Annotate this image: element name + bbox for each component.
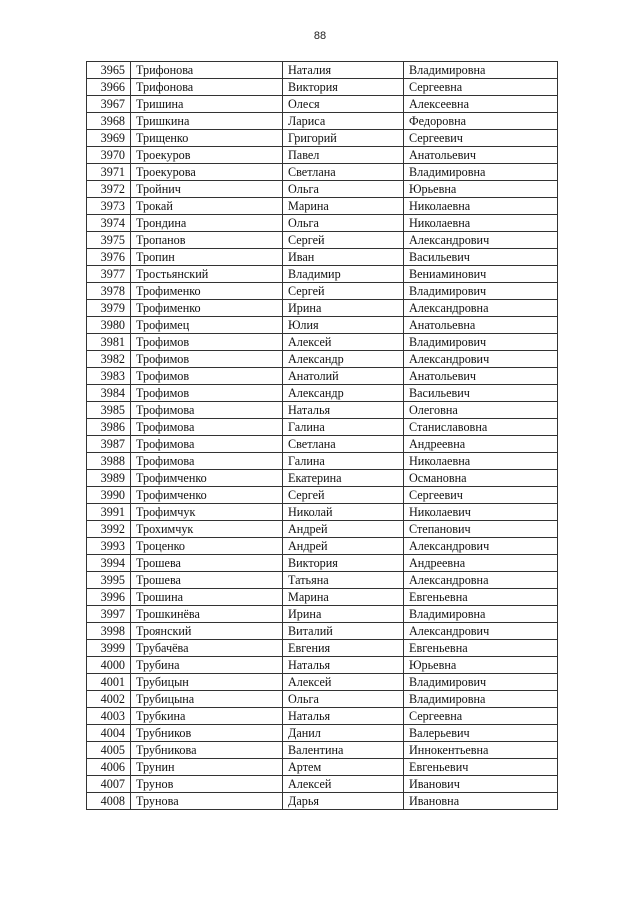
table-row — [87, 470, 558, 487]
table-row — [87, 368, 558, 385]
surname-cell: Трубачёва — [131, 640, 283, 657]
roster-table-body — [87, 62, 558, 810]
first-name-cell: Артем — [283, 759, 404, 776]
patronymic-cell: Андреевна — [404, 555, 558, 572]
surname-cell: Трифонова — [131, 79, 283, 96]
surname-cell: Троянский — [131, 623, 283, 640]
table-row — [87, 589, 558, 606]
patronymic-cell: Владимирович — [404, 334, 558, 351]
surname-cell: Трофименко — [131, 283, 283, 300]
first-name-cell: Ольга — [283, 691, 404, 708]
surname-cell: Трофимова — [131, 436, 283, 453]
first-name-cell: Екатерина — [283, 470, 404, 487]
table-row — [87, 453, 558, 470]
row-number-cell: 3975 — [87, 232, 131, 249]
row-number-cell: 3989 — [87, 470, 131, 487]
patronymic-cell: Сергеевна — [404, 708, 558, 725]
surname-cell: Трунов — [131, 776, 283, 793]
surname-cell: Трофимова — [131, 419, 283, 436]
patronymic-cell: Юрьевна — [404, 181, 558, 198]
patronymic-cell: Станиславовна — [404, 419, 558, 436]
row-number-cell: 4005 — [87, 742, 131, 759]
table-row — [87, 725, 558, 742]
patronymic-cell: Федоровна — [404, 113, 558, 130]
row-number-cell: 4004 — [87, 725, 131, 742]
first-name-cell: Светлана — [283, 436, 404, 453]
row-number-cell: 3983 — [87, 368, 131, 385]
first-name-cell: Ирина — [283, 300, 404, 317]
surname-cell: Трубкина — [131, 708, 283, 725]
table-row — [87, 266, 558, 283]
first-name-cell: Григорий — [283, 130, 404, 147]
first-name-cell: Ирина — [283, 606, 404, 623]
row-number-cell: 3979 — [87, 300, 131, 317]
table-row — [87, 232, 558, 249]
row-number-cell: 3991 — [87, 504, 131, 521]
surname-cell: Трофимов — [131, 368, 283, 385]
first-name-cell: Виктория — [283, 555, 404, 572]
surname-cell: Тришина — [131, 96, 283, 113]
table-row — [87, 402, 558, 419]
surname-cell: Трондина — [131, 215, 283, 232]
table-row — [87, 351, 558, 368]
surname-cell: Трунин — [131, 759, 283, 776]
row-number-cell: 3997 — [87, 606, 131, 623]
patronymic-cell: Сергеевич — [404, 130, 558, 147]
table-row — [87, 300, 558, 317]
patronymic-cell: Ивановна — [404, 793, 558, 810]
surname-cell: Трошкинёва — [131, 606, 283, 623]
surname-cell: Троекуров — [131, 147, 283, 164]
row-number-cell: 3999 — [87, 640, 131, 657]
patronymic-cell: Евгеньевна — [404, 640, 558, 657]
first-name-cell: Анатолий — [283, 368, 404, 385]
patronymic-cell: Васильевич — [404, 385, 558, 402]
patronymic-cell: Юрьевна — [404, 657, 558, 674]
first-name-cell: Алексей — [283, 674, 404, 691]
row-number-cell: 3984 — [87, 385, 131, 402]
first-name-cell: Юлия — [283, 317, 404, 334]
patronymic-cell: Вениаминович — [404, 266, 558, 283]
first-name-cell: Виктория — [283, 79, 404, 96]
table-row — [87, 504, 558, 521]
row-number-cell: 3990 — [87, 487, 131, 504]
table-row — [87, 674, 558, 691]
row-number-cell: 3974 — [87, 215, 131, 232]
row-number-cell: 3968 — [87, 113, 131, 130]
first-name-cell: Татьяна — [283, 572, 404, 589]
first-name-cell: Владимир — [283, 266, 404, 283]
row-number-cell: 3992 — [87, 521, 131, 538]
row-number-cell: 3967 — [87, 96, 131, 113]
table-row — [87, 555, 558, 572]
surname-cell: Трошина — [131, 589, 283, 606]
table-row — [87, 164, 558, 181]
first-name-cell: Сергей — [283, 487, 404, 504]
first-name-cell: Галина — [283, 453, 404, 470]
patronymic-cell: Владимировна — [404, 606, 558, 623]
first-name-cell: Павел — [283, 147, 404, 164]
surname-cell: Трошева — [131, 555, 283, 572]
table-row — [87, 623, 558, 640]
row-number-cell: 3980 — [87, 317, 131, 334]
first-name-cell: Александр — [283, 351, 404, 368]
surname-cell: Трофимец — [131, 317, 283, 334]
surname-cell: Трубицына — [131, 691, 283, 708]
table-row — [87, 215, 558, 232]
row-number-cell: 3970 — [87, 147, 131, 164]
surname-cell: Трохимчук — [131, 521, 283, 538]
patronymic-cell: Валерьевич — [404, 725, 558, 742]
patronymic-cell: Андреевна — [404, 436, 558, 453]
first-name-cell: Виталий — [283, 623, 404, 640]
table-row — [87, 283, 558, 300]
patronymic-cell: Анатольевич — [404, 368, 558, 385]
surname-cell: Трофимов — [131, 334, 283, 351]
table-row — [87, 62, 558, 79]
patronymic-cell: Сергеевна — [404, 79, 558, 96]
roster-table — [86, 61, 558, 810]
surname-cell: Трофимова — [131, 402, 283, 419]
page-number: 88 — [313, 30, 327, 42]
first-name-cell: Сергей — [283, 283, 404, 300]
first-name-cell: Андрей — [283, 538, 404, 555]
table-row — [87, 147, 558, 164]
patronymic-cell: Иванович — [404, 776, 558, 793]
patronymic-cell: Александрович — [404, 538, 558, 555]
row-number-cell: 4000 — [87, 657, 131, 674]
table-row — [87, 606, 558, 623]
table-row — [87, 79, 558, 96]
surname-cell: Тришкина — [131, 113, 283, 130]
first-name-cell: Ольга — [283, 215, 404, 232]
surname-cell: Трофименко — [131, 300, 283, 317]
first-name-cell: Дарья — [283, 793, 404, 810]
row-number-cell: 3971 — [87, 164, 131, 181]
surname-cell: Троекурова — [131, 164, 283, 181]
row-number-cell: 3994 — [87, 555, 131, 572]
first-name-cell: Марина — [283, 198, 404, 215]
first-name-cell: Светлана — [283, 164, 404, 181]
row-number-cell: 3976 — [87, 249, 131, 266]
table-row — [87, 130, 558, 147]
patronymic-cell: Васильевич — [404, 249, 558, 266]
first-name-cell: Наталия — [283, 62, 404, 79]
row-number-cell: 3978 — [87, 283, 131, 300]
table-row — [87, 640, 558, 657]
row-number-cell: 3966 — [87, 79, 131, 96]
patronymic-cell: Николаевна — [404, 453, 558, 470]
row-number-cell: 4006 — [87, 759, 131, 776]
first-name-cell: Лариса — [283, 113, 404, 130]
first-name-cell: Галина — [283, 419, 404, 436]
row-number-cell: 4002 — [87, 691, 131, 708]
row-number-cell: 4007 — [87, 776, 131, 793]
first-name-cell: Николай — [283, 504, 404, 521]
surname-cell: Трубицын — [131, 674, 283, 691]
table-row — [87, 334, 558, 351]
table-row — [87, 691, 558, 708]
patronymic-cell: Александровна — [404, 572, 558, 589]
table-row — [87, 487, 558, 504]
table-row — [87, 521, 558, 538]
first-name-cell: Наталья — [283, 708, 404, 725]
row-number-cell: 3981 — [87, 334, 131, 351]
patronymic-cell: Александрович — [404, 351, 558, 368]
row-number-cell: 4003 — [87, 708, 131, 725]
table-row — [87, 708, 558, 725]
table-row — [87, 793, 558, 810]
row-number-cell: 3996 — [87, 589, 131, 606]
row-number-cell: 3982 — [87, 351, 131, 368]
surname-cell: Трубникова — [131, 742, 283, 759]
patronymic-cell: Александрович — [404, 232, 558, 249]
surname-cell: Трофимченко — [131, 487, 283, 504]
patronymic-cell: Сергеевич — [404, 487, 558, 504]
patronymic-cell: Евгеньевна — [404, 589, 558, 606]
table-row — [87, 181, 558, 198]
patronymic-cell: Османовна — [404, 470, 558, 487]
patronymic-cell: Владимировна — [404, 164, 558, 181]
table-row — [87, 96, 558, 113]
patronymic-cell: Анатольевна — [404, 317, 558, 334]
row-number-cell: 3987 — [87, 436, 131, 453]
row-number-cell: 4001 — [87, 674, 131, 691]
table-row — [87, 759, 558, 776]
first-name-cell: Александр — [283, 385, 404, 402]
patronymic-cell: Владимировна — [404, 691, 558, 708]
row-number-cell: 3965 — [87, 62, 131, 79]
first-name-cell: Наталья — [283, 657, 404, 674]
first-name-cell: Данил — [283, 725, 404, 742]
surname-cell: Трубников — [131, 725, 283, 742]
surname-cell: Троценко — [131, 538, 283, 555]
row-number-cell: 3998 — [87, 623, 131, 640]
table-row — [87, 436, 558, 453]
patronymic-cell: Владимировна — [404, 62, 558, 79]
first-name-cell: Марина — [283, 589, 404, 606]
first-name-cell: Андрей — [283, 521, 404, 538]
row-number-cell: 4008 — [87, 793, 131, 810]
row-number-cell: 3972 — [87, 181, 131, 198]
row-number-cell: 3995 — [87, 572, 131, 589]
first-name-cell: Алексей — [283, 776, 404, 793]
row-number-cell: 3977 — [87, 266, 131, 283]
row-number-cell: 3969 — [87, 130, 131, 147]
surname-cell: Трифонова — [131, 62, 283, 79]
surname-cell: Трофимов — [131, 351, 283, 368]
surname-cell: Трунова — [131, 793, 283, 810]
surname-cell: Трищенко — [131, 130, 283, 147]
patronymic-cell: Анатольевич — [404, 147, 558, 164]
table-row — [87, 113, 558, 130]
patronymic-cell: Николаевич — [404, 504, 558, 521]
first-name-cell: Евгения — [283, 640, 404, 657]
patronymic-cell: Евгеньевич — [404, 759, 558, 776]
table-row — [87, 538, 558, 555]
surname-cell: Трубина — [131, 657, 283, 674]
row-number-cell: 3985 — [87, 402, 131, 419]
table-row — [87, 317, 558, 334]
first-name-cell: Алексей — [283, 334, 404, 351]
table-row — [87, 385, 558, 402]
surname-cell: Тростьянский — [131, 266, 283, 283]
table-row — [87, 419, 558, 436]
first-name-cell: Олеся — [283, 96, 404, 113]
first-name-cell: Сергей — [283, 232, 404, 249]
first-name-cell: Наталья — [283, 402, 404, 419]
row-number-cell: 3988 — [87, 453, 131, 470]
surname-cell: Тройнич — [131, 181, 283, 198]
patronymic-cell: Алексеевна — [404, 96, 558, 113]
patronymic-cell: Владимирович — [404, 674, 558, 691]
patronymic-cell: Николаевна — [404, 215, 558, 232]
surname-cell: Трокай — [131, 198, 283, 215]
surname-cell: Трошева — [131, 572, 283, 589]
patronymic-cell: Степанович — [404, 521, 558, 538]
first-name-cell: Ольга — [283, 181, 404, 198]
surname-cell: Трофимов — [131, 385, 283, 402]
patronymic-cell: Владимирович — [404, 283, 558, 300]
patronymic-cell: Иннокентьевна — [404, 742, 558, 759]
patronymic-cell: Николаевна — [404, 198, 558, 215]
row-number-cell: 3993 — [87, 538, 131, 555]
row-number-cell: 3973 — [87, 198, 131, 215]
patronymic-cell: Александрович — [404, 623, 558, 640]
table-row — [87, 776, 558, 793]
table-row — [87, 742, 558, 759]
table-row — [87, 198, 558, 215]
surname-cell: Трофимова — [131, 453, 283, 470]
surname-cell: Тропанов — [131, 232, 283, 249]
table-row — [87, 249, 558, 266]
row-number-cell: 3986 — [87, 419, 131, 436]
first-name-cell: Валентина — [283, 742, 404, 759]
surname-cell: Трофимченко — [131, 470, 283, 487]
table-row — [87, 572, 558, 589]
patronymic-cell: Олеговна — [404, 402, 558, 419]
surname-cell: Тропин — [131, 249, 283, 266]
table-row — [87, 657, 558, 674]
first-name-cell: Иван — [283, 249, 404, 266]
patronymic-cell: Александровна — [404, 300, 558, 317]
surname-cell: Трофимчук — [131, 504, 283, 521]
